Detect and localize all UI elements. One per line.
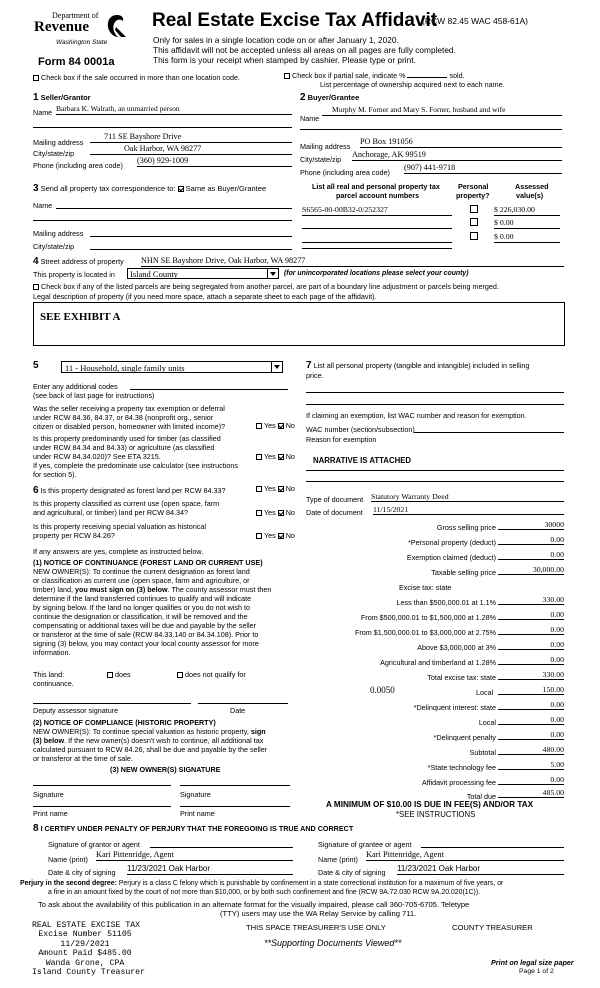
does-checkbox[interactable] [107, 672, 113, 678]
dor-logo [34, 11, 130, 61]
multi-location-checkbox[interactable] [33, 75, 39, 81]
intro-line2: This affidavit will not be accepted unless all areas on all pages are fully completed. [153, 45, 456, 55]
tax-line-value[interactable]: 0.00 [498, 535, 564, 545]
deputy-sig-line [33, 703, 191, 704]
parcels-col1-h1: List all real and personal property tax [312, 182, 440, 191]
does-not-label: does not qualify for [185, 670, 246, 679]
segregated-check[interactable] [33, 282, 499, 291]
personal-property-line-2 [306, 404, 564, 405]
tax-line-value[interactable]: 30000 [498, 520, 564, 530]
street-label-wrap [33, 256, 124, 267]
q2-no-checkbox[interactable] [278, 454, 284, 460]
stamp-line: Excise Number 51105 [38, 930, 132, 940]
same-as-buyer-label: Same as Buyer/Grantee [185, 184, 267, 193]
tax-bracket-value[interactable]: 0.00 [498, 655, 564, 665]
forest-no-label: No [285, 484, 295, 493]
tax-bracket-value[interactable]: 330.00 [498, 595, 564, 605]
narrative-note: NARRATIVE IS ATTACHED [313, 456, 412, 465]
notice1-l10: information. [33, 648, 71, 657]
section8-num: 8 [33, 823, 39, 834]
notice1-l7: compensating or additional taxes will be due and payable by the seller [33, 621, 256, 630]
grantor-name-field[interactable]: Kari Pittenridge, Agent [96, 850, 293, 861]
q1-yes-label: Yes [264, 421, 276, 430]
corr-name-line2 [33, 220, 292, 221]
buyer-mailing-field[interactable]: PO Box 191056 [360, 137, 562, 148]
timber-q-l1: Is this property predominantly used for timber (as classified [33, 434, 221, 443]
certify-text: I CERTIFY UNDER PENALTY OF PERJURY THAT THE FOREGOING IS TRUE AND CORRECT [40, 824, 354, 833]
total-due-label: Total due [466, 792, 496, 801]
treasurer-use-only: THIS SPACE TREASURER'S USE ONLY [246, 923, 386, 932]
sold-label: sold. [449, 71, 465, 80]
historic-q-l1: Is this property receiving special valuation as historical [33, 522, 206, 531]
notice1-l1: NEW OWNER(S): To continue the current designation as forest land [33, 567, 250, 576]
buyer-name-line2 [300, 129, 562, 130]
buyer-num: 2 [300, 92, 306, 103]
stamp-line: Island County Treasurer [32, 968, 146, 978]
does-not-check[interactable] [177, 670, 246, 679]
forest-q [33, 485, 226, 496]
historic-q-l2: property per RCW 84.26? [33, 531, 115, 540]
tax-line-label: Taxable selling price [431, 568, 496, 577]
intro-line1: Only for sales in a single location code on or after January 1, 2020. [153, 35, 399, 45]
section5-num: 5 [33, 360, 39, 371]
notice1-l3a: timber) land, [33, 585, 75, 594]
seller-phone-field[interactable]: (360) 929-1009 [137, 156, 292, 167]
grantee-sig-line [421, 847, 564, 848]
tax-bracket-label: Agricultural and timberland at 1.28% [380, 658, 496, 667]
land-use-selected: 11 - Household, single family units [65, 363, 185, 373]
tax-line-label: Gross selling price [436, 523, 496, 532]
parcel-number-field[interactable] [302, 218, 452, 229]
alt-format-l2: (TTY) users may use the WA Relay Service by calling 711. [220, 909, 417, 918]
exemption-text: If claiming an exemption, list WAC number and reason for exemption. [306, 411, 527, 420]
timber-q-l4: If yes, complete the predominate use calculator (see instructions [33, 461, 238, 470]
seller-city-value: Oak Harbor, WA 98277 [124, 144, 202, 153]
tax-bracket-label: Total excise tax: state [427, 673, 496, 682]
form-title: Real Estate Excise Tax Affidavit [152, 10, 438, 31]
notice2-l1a: NEW OWNER(S): To continue special valuation as historic property, [33, 727, 251, 736]
correspondence-text: Send all property tax correspondence to: [40, 184, 176, 193]
q2-no-label: No [285, 452, 295, 461]
delinquent-local-label: Local [478, 718, 496, 727]
certify-row [33, 823, 353, 834]
tech-fee-label: *State technology fee [427, 763, 496, 772]
exemption-q1-l3: citizen or disabled person, homeowner with limited income)? [33, 422, 226, 431]
grantor-date-label: Date & city of signing [48, 868, 116, 877]
tech-fee-value[interactable]: 5.00 [498, 760, 564, 770]
forest-yes-label: Yes [264, 484, 276, 493]
section7-num: 7 [306, 360, 312, 371]
tax-bracket-label: Less than $500,000.01 at 1.1% [396, 598, 496, 607]
segregated-label: Check box if any of the listed parcels are being segregated from another parcel, are part of a boundary line adjustment or parcels being merged. [41, 282, 499, 291]
timber-q-answer [256, 452, 295, 461]
multi-location-check[interactable] [33, 73, 240, 82]
grantee-name-field[interactable]: Kari Pittenridge, Agent [366, 850, 564, 861]
seller-mailing-value: 711 SE Bayshore Drive [104, 132, 182, 141]
affidavit-fee-label: Affidavit processing fee [421, 778, 496, 787]
doc-type-label: Type of document [306, 495, 364, 504]
tax-bracket-label: From $500,000.01 to $1,500,000 at 1.28% [360, 613, 496, 622]
notice1-l3b: you must sign on (3) below [74, 585, 168, 594]
notice2-l2 [33, 736, 263, 745]
q2-yes-label: Yes [264, 452, 276, 461]
assessed-value-field[interactable]: $ 0.00 [494, 218, 560, 229]
excise-label: Excise tax: state [399, 583, 452, 592]
buyer-city-field[interactable]: Anchorage, AK 99519 [352, 150, 562, 161]
perjury-bold: Perjury in the second degree: [20, 880, 117, 887]
same-as-buyer-checkbox[interactable] [178, 186, 184, 192]
intro-line3 [153, 55, 416, 65]
county-select[interactable] [127, 268, 279, 279]
seller-heading [33, 92, 91, 103]
notice1-l5: by signing below. If the land no longer qualifies or you do not wish to [33, 603, 250, 612]
segregated-checkbox[interactable] [33, 284, 39, 290]
parcel-number-field[interactable] [302, 232, 452, 243]
personal-property-checkbox[interactable] [470, 205, 480, 214]
dept-line2: Revenue [34, 19, 89, 35]
delinquent-state-label: *Delinquent interest: state [413, 703, 496, 712]
tax-line-value[interactable]: 0.00 [498, 550, 564, 560]
reason-label: Reason for exemption [306, 435, 377, 444]
assessed-value-field[interactable]: $ 226,030.00 [494, 205, 560, 216]
q2-yes-checkbox[interactable] [256, 454, 262, 460]
legal-description-value: SEE EXHIBIT A [40, 311, 121, 323]
stamp-line: Amount Paid $485.00 [38, 949, 132, 959]
owner-print-label-1: Print name [33, 809, 68, 818]
additional-codes-label: Enter any additional codes [33, 382, 118, 391]
does-not-checkbox[interactable] [177, 672, 183, 678]
exemption-q1-answer [256, 421, 295, 430]
grantee-name-label: Name (print) [318, 855, 358, 864]
land-use-select[interactable] [61, 361, 283, 373]
see-instructions: *SEE INSTRUCTIONS [396, 810, 476, 819]
local-rate[interactable]: 0.0050 [370, 685, 395, 695]
forest-yes-checkbox[interactable] [256, 486, 262, 492]
stamp-line: REAL ESTATE EXCISE TAX [32, 921, 141, 930]
historic-no-checkbox[interactable] [278, 533, 284, 539]
seller-phone-label: Phone (including area code) [33, 161, 123, 170]
supporting-docs: **Supporting Documents Viewed** [264, 938, 402, 948]
corr-name-line [56, 208, 292, 209]
delinquent-local-value[interactable]: 0.00 [498, 715, 564, 725]
notice2-l1 [33, 727, 266, 736]
section7-text-l2: price. [306, 371, 324, 380]
current-use-yes-label: Yes [264, 508, 276, 517]
corr-mailing-label: Mailing address [33, 229, 84, 238]
grantor-sig-line [150, 847, 293, 848]
wac-line [414, 432, 564, 433]
grantee-date-label: Date & city of signing [318, 868, 386, 877]
timber-q-l2: under RCW 84.34 and 84.33) or agriculture (as classified [33, 443, 215, 452]
notice1-l4: determine if the land transferred continues to qualify and will indicate [33, 594, 252, 603]
this-land-label: This land: [33, 670, 65, 679]
forest-q-label: Is this property designated as forest land per RCW 84.33? [40, 486, 226, 495]
buyer-heading-label: Buyer/Grantee [307, 93, 360, 102]
current-use-q-l1: Is this property classified as current use (open space, farm [33, 499, 220, 508]
doc-date-label: Date of document [306, 508, 363, 517]
local-label: Local [476, 688, 494, 697]
timber-q-l3: under RCW 84.34.020)? See ETA 3215. [33, 452, 161, 461]
if-yes-note: If any answers are yes, complete as instructed below. [33, 547, 204, 556]
seller-mailing-label: Mailing address [33, 138, 84, 147]
current-use-q-l2: and agricultural, or timber) land per RCW 84.34? [33, 508, 189, 517]
see-back-label: (see back of last page for instructions) [33, 391, 155, 400]
reason-line-2 [306, 481, 564, 482]
correspondence-heading [33, 183, 266, 194]
notice2-l2a: (3) below [33, 736, 65, 745]
chevron-down-icon [271, 362, 282, 372]
assessed-value-field[interactable]: $ 0.00 [494, 232, 560, 243]
grantor-date-field[interactable]: 11/23/2021 Oak Harbor [127, 864, 293, 875]
buyer-name-label: Name [300, 114, 320, 123]
alt-format-l1: To ask about the availability of this publication in an alternate format for the visually impaired, please call 360-705-6705. Teletype [38, 900, 470, 909]
buyer-name-field[interactable] [322, 105, 562, 116]
tax-bracket-value[interactable]: 330.00 [498, 670, 564, 680]
grantee-date-field[interactable]: 11/23/2021 Oak Harbor [397, 864, 564, 875]
tax-line-label: Exemption claimed (deduct) [406, 553, 496, 562]
deputy-date-label: Date [230, 706, 246, 715]
tax-bracket-label: From $1,500,000.01 to $3,000,000 at 2.75% [354, 628, 496, 637]
wac-label: WAC number (section/subsection) [306, 425, 415, 434]
forest-no-checkbox[interactable] [278, 486, 284, 492]
notice1-l9: signing (3) below, you may contact your local county assessor for more [33, 639, 259, 648]
new-owner-sig-title: (3) NEW OWNER(S) SIGNATURE [110, 765, 221, 774]
notice2-l2b: . If the new owner(s) doesn't wish to continue, all additional tax [64, 736, 264, 745]
buyer-mailing-label: Mailing address [300, 142, 351, 151]
stamp-line: 11/29/2021 [60, 939, 110, 949]
reason-line-1 [306, 470, 564, 471]
minimum-note: A MINIMUM OF $10.00 IS DUE IN FEE(S) AND/OR TAX [326, 800, 534, 809]
grantor-name-label: Name (print) [48, 855, 88, 864]
notice1-title: (1) NOTICE OF CONTINUANCE (FOREST LAND OR CURRENT USE) [33, 558, 263, 567]
current-use-yes-checkbox[interactable] [256, 510, 262, 516]
tax-bracket-value[interactable]: 0.00 [498, 640, 564, 650]
historic-yes-checkbox[interactable] [256, 533, 262, 539]
notice2-l4: or transferor at the time of sale. [33, 754, 133, 763]
seller-heading-label: Seller/Grantor [40, 93, 91, 102]
street-label: Street address of property [40, 257, 124, 266]
seller-city-label: City/state/zip [33, 149, 75, 158]
historic-yes-label: Yes [264, 531, 276, 540]
current-use-no-checkbox[interactable] [278, 510, 284, 516]
deputy-sig-label: Deputy assessor signature [33, 706, 119, 715]
dept-line1: Department of [52, 11, 99, 20]
notice1-l3 [33, 585, 271, 594]
doc-date-field[interactable]: 11/15/2021 [373, 505, 564, 515]
cashier-stamp [32, 921, 146, 978]
historic-no-label: No [285, 531, 295, 540]
seller-name-field[interactable]: Barbara K. Walrath, an unmarried person [56, 104, 292, 115]
seller-num: 1 [33, 92, 39, 103]
stamp-line: Wanda Grone, CPA [45, 958, 125, 968]
deputy-date-line [198, 703, 288, 704]
additional-codes-line [130, 389, 288, 390]
legal-description-box[interactable] [33, 302, 565, 346]
corr-name-label: Name [33, 201, 53, 210]
street-address-field[interactable]: NHN SE Bayshore Drive, Oak Harbor, WA 98277 [141, 256, 564, 267]
corr-mailing-line [90, 236, 292, 237]
affidavit-fee-value[interactable]: 0.00 [498, 775, 564, 785]
partial-pct-field[interactable] [407, 70, 447, 78]
personal-property-checkbox[interactable] [470, 232, 480, 241]
parcels-col2-h1: Personal [458, 182, 489, 191]
page-number: Page 1 of 2 [519, 968, 554, 975]
county-treasurer-label: COUNTY TREASURER [452, 923, 533, 932]
notice1-l2: or classification as current use (open space, farm and agriculture, or [33, 576, 250, 585]
owner-sig-line-1 [33, 785, 171, 786]
form-number: Form 84 0001a [38, 56, 115, 68]
notice2-l3: calculated pursuant to RCW 84.26, shall be due and payable by the seller [33, 745, 268, 754]
section7-text-l1: List all personal property (tangible and intangible) included in selling [313, 361, 530, 370]
seller-city-field[interactable] [90, 144, 292, 155]
q1-no-label: No [285, 421, 295, 430]
historic-answer [256, 531, 295, 540]
corr-city-label: City/state/zip [33, 242, 75, 251]
penalty-label: *Delinquent penalty [433, 733, 496, 742]
exemption-q1-l1: Was the seller receiving a property tax exemption or deferral [33, 404, 225, 413]
buyer-heading [300, 92, 359, 103]
q1-no-checkbox[interactable] [278, 423, 284, 429]
subtotal-value[interactable]: 480.00 [498, 745, 564, 755]
does-check[interactable] [107, 670, 131, 679]
parcels-extra-line [302, 248, 452, 249]
tax-bracket-value[interactable]: 0.00 [498, 610, 564, 620]
section7-l1 [306, 360, 529, 371]
intro-line3-text: This form is your receipt when stamped by cashier. Please type or print. [153, 55, 416, 65]
notice1-l8: or transferor at the time of sale (RCW 84.33.140 or 84.34.108). Prior to [33, 630, 259, 639]
notice2-title: (2) NOTICE OF COMPLIANCE (HISTORIC PROPERTY) [33, 718, 216, 727]
notice2-l1b: sign [250, 727, 266, 736]
parcels-col3-h1: Assessed [515, 182, 549, 191]
grantee-sig-label: Signature of grantee or agent [318, 840, 412, 849]
notice1-l3c: . The county assessor must then [167, 585, 272, 594]
owner-sig-label-1: Signature [33, 790, 64, 799]
correspondence-num: 3 [33, 183, 39, 194]
parcel-number-field[interactable]: S6565-00-00B32-0/252327 [302, 205, 452, 216]
tax-line-value[interactable]: 30,000.00 [498, 565, 564, 575]
form-citation: (RCW 82.45 WAC 458-61A) [422, 16, 528, 26]
county-note: (for unincorporated locations please select your county) [284, 270, 469, 277]
penalty-value[interactable]: 0.00 [498, 730, 564, 740]
doc-type-field[interactable]: Statutory Warranty Deed [371, 492, 564, 502]
current-use-no-label: No [285, 508, 295, 517]
does-label: does [115, 670, 131, 679]
partial-sale-checkbox[interactable] [284, 73, 290, 79]
chevron-down-icon [267, 269, 278, 278]
buyer-city-label: City/state/zip [300, 155, 342, 164]
total-due-value[interactable]: 485.00 [498, 788, 564, 798]
personal-property-line-1 [306, 392, 564, 393]
swoosh-logo-icon [106, 13, 128, 39]
buyer-name-value: Murphy M. Forner and Mary S. Forner, husband and wife [332, 105, 506, 114]
exemption-q1-l2: under RCW 84.36, 84.37, or 84.38 (nonprofit org., senior [33, 413, 214, 422]
timber-q-l5: for section 5). [33, 470, 77, 479]
tax-bracket-value[interactable]: 0.00 [498, 625, 564, 635]
delinquent-state-value[interactable]: 0.00 [498, 700, 564, 710]
perjury-l2: a fine in an amount fixed by the court of not more than $10,000, or by both such confinement and fine (RCW 9A.72.030 RCW 9A.20.020(1C)). [48, 889, 481, 896]
buyer-phone-field[interactable]: (907) 441-9718 [404, 163, 562, 174]
legal-label: Legal description of property (if you need more space, attach a separate sheet to each page of the affidavit). [33, 292, 377, 301]
parcels-col3-h2: value(s) [516, 191, 544, 200]
notice1-l6: continue the designation or classification, it will be removed and the [33, 612, 248, 621]
corr-city-line [90, 249, 292, 250]
subtotal-label: Subtotal [469, 748, 496, 757]
owner-sig-line-2 [180, 785, 290, 786]
owner-print-label-2: Print name [180, 809, 215, 818]
tax-line-label: *Personal property (deduct) [408, 538, 496, 547]
seller-mailing-field[interactable] [90, 132, 292, 143]
parcels-col2-h2: property? [456, 191, 490, 200]
print-legal-note: Print on legal size paper [491, 958, 574, 967]
partial-sale-check[interactable] [284, 70, 465, 80]
seller-name-line2 [33, 127, 292, 128]
dept-line3: Washington State [56, 39, 108, 46]
street-num: 4 [33, 256, 39, 267]
section6-num: 6 [33, 485, 39, 496]
owner-print-line-1 [33, 806, 171, 807]
perjury-l1-text: Perjury is a class C felony which is punishable by confinement in a state correctional institution for a maximum of five years, or [118, 880, 504, 887]
current-use-answer [256, 508, 295, 517]
seller-name-label: Name [33, 108, 53, 117]
owner-sig-label-2: Signature [180, 790, 211, 799]
buyer-phone-label: Phone (including area code) [300, 168, 390, 177]
q1-yes-checkbox[interactable] [256, 423, 262, 429]
tax-bracket-label: Above $3,000,000 at 3% [417, 643, 496, 652]
grantor-sig-label: Signature of grantor or agent [48, 840, 140, 849]
forest-q-answer [256, 484, 295, 493]
located-label: This property is located in [33, 270, 115, 279]
perjury-l1 [20, 880, 503, 887]
personal-property-checkbox[interactable] [470, 218, 480, 227]
multi-location-label: Check box if the sale occurred in more than one location code. [41, 73, 240, 82]
list-pct-note: List percentage of ownership acquired next to each name. [320, 80, 505, 89]
local-value[interactable]: 150.00 [498, 685, 564, 695]
parcels-col1-h2: parcel account numbers [336, 191, 420, 200]
partial-sale-label: Check box if partial sale, indicate % [292, 71, 406, 80]
county-selected: Island County [130, 269, 178, 279]
continuance-label: continuance. [33, 679, 74, 688]
owner-print-line-2 [180, 806, 290, 807]
